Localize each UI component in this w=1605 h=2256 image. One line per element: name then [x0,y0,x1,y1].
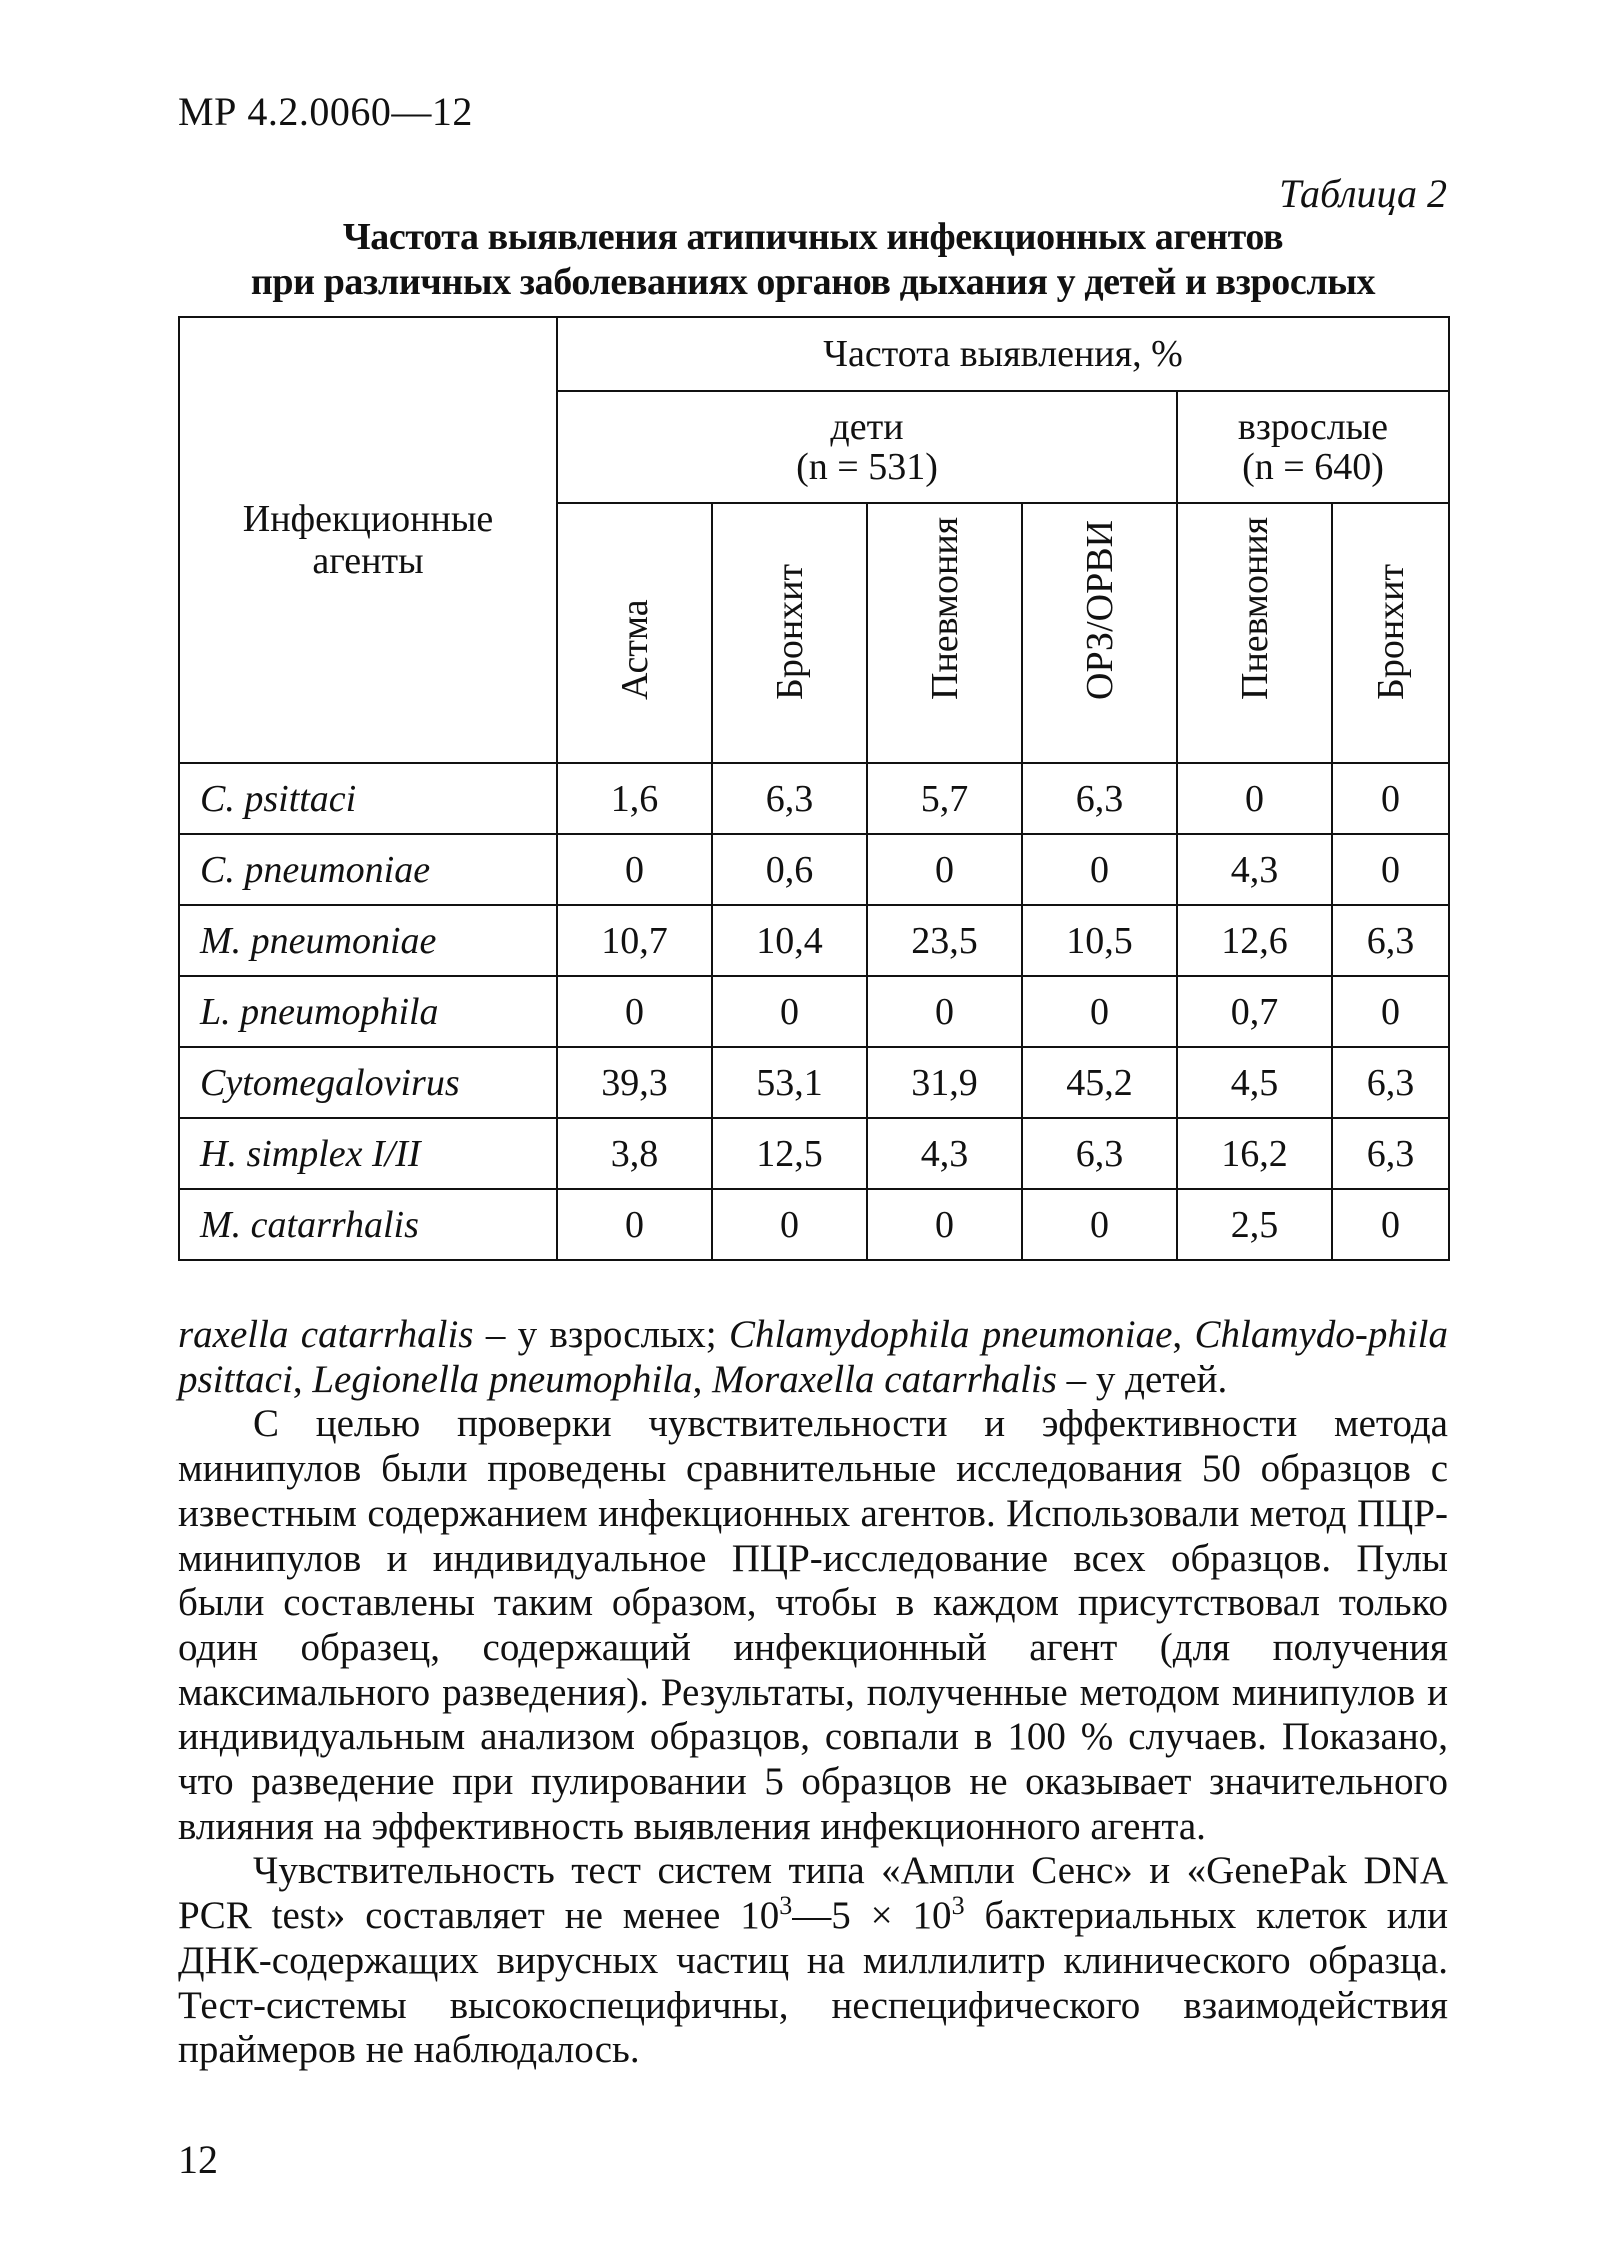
table-row [179,763,1449,834]
value-cell: 4,3 [1177,834,1332,905]
value-cell: 45,2 [1022,1047,1177,1118]
value-cell: 16,2 [1177,1118,1332,1189]
value-cell: 12,6 [1177,905,1332,976]
adults-n: (n = 640) [1242,446,1384,488]
value-cell: 3,8 [557,1118,712,1189]
column-header [1177,503,1332,763]
value-cell: 0 [557,976,712,1047]
children-label: дети [830,406,904,448]
value-cell: 6,3 [1022,763,1177,834]
species-name: Chlamydophila pneumoniae [728,1313,1173,1356]
value-cell: 2,5 [1177,1189,1332,1260]
value-cell: 0 [867,834,1022,905]
value-cell: 1,6 [557,763,712,834]
value-cell: 6,3 [712,763,867,834]
column-header-label: Пневмония [923,516,966,700]
value-cell: 0 [557,1189,712,1260]
value-cell: 0 [867,1189,1022,1260]
value-cell: 0 [712,976,867,1047]
column-header-label: Бронхит [768,563,811,700]
frequency-header: Частота выявления, % [557,317,1449,391]
table-title-line-2: при различных заболеваниях органов дыхания у детей и взрослых [250,261,1376,303]
species-name: raxella catarrhalis [178,1313,474,1356]
value-cell: 0 [1332,1189,1449,1260]
value-cell: 53,1 [712,1047,867,1118]
value-cell: 0 [712,1189,867,1260]
value-cell: 0 [557,834,712,905]
table-row [179,905,1449,976]
table-label: Таблица 2 [1279,171,1447,216]
value-cell: 6,3 [1022,1118,1177,1189]
text-run: , [692,1357,713,1401]
value-cell: 0 [1332,976,1449,1047]
agents-header-line-1: Инфекционные [242,498,494,540]
paragraph-minipool-method: С целью проверки чувствительности и эффективности метода минипулов были проведены сравнительные исследования 50 образцов с известным содержанием инфекционных агентов. Использовали метод ПЦР-минипулов и индивидуальное ПЦР-исследование всех образцов. Пулы были составлены таким образом, чтобы в каждом присутствовал только один образец, содержащий инфекционный агент (для получения максимального разведения). Результаты, полученные методом минипулов и индивидуальным анализом образцов, совпали в 100 % случаев. Показано, что разведение при пулировании 5 образцов не оказывает значительного влияния на эффективность выявления инфекционного агента. [178,1402,1448,1848]
table-row [179,1047,1449,1118]
superscript: 3 [951,1891,965,1921]
table-row [179,976,1449,1047]
value-cell: 5,7 [867,763,1022,834]
superscript: 3 [779,1891,793,1921]
value-cell: 10,5 [1022,905,1177,976]
value-cell: 12,5 [712,1118,867,1189]
value-cell: 4,5 [1177,1047,1332,1118]
text-run: —5 × 10 [792,1894,952,1938]
table-row [179,1189,1449,1260]
table-row [179,834,1449,905]
column-header [557,503,712,763]
table-title [178,215,1448,305]
text-run: бактериальных клеток или ДНК-содержащих вирусных частиц на миллилитр клинического образца. Тест-системы высокоспецифичны, неспецифического взаимодействия праймеров не наблюдалось. [178,1894,1449,2072]
text-run: – у детей. [1056,1357,1228,1401]
agent-cell: M. pneumoniae [179,905,557,976]
value-cell: 0 [1022,1189,1177,1260]
column-header [712,503,867,763]
value-cell: 31,9 [867,1047,1022,1118]
table-row [179,1118,1449,1189]
agent-cell: C. psittaci [179,763,557,834]
adults-label: взрослые [1237,406,1389,448]
column-header-label: Астма [613,599,656,700]
value-cell: 6,3 [1332,905,1449,976]
column-header [867,503,1022,763]
value-cell: 10,7 [557,905,712,976]
text-run: , [292,1357,313,1401]
value-cell: 6,3 [1332,1118,1449,1189]
column-header-label: ОРЗ/ОРВИ [1078,520,1121,700]
value-cell: 0,7 [1177,976,1332,1047]
value-cell: 0 [1177,763,1332,834]
table-title-line-1: Частота выявления атипичных инфекционных агентов [342,216,1284,258]
paragraph-sensitivity [178,1849,1448,2073]
value-cell: 23,5 [867,905,1022,976]
text-run: Чувствительность тест систем типа «Ампли Сенс» и «GenePak DNA PCR test» составляет не менее 10 [178,1849,1448,1938]
agent-cell: M. catarrhalis [179,1189,557,1260]
value-cell: 6,3 [1332,1047,1449,1118]
frequency-table [178,316,1450,1261]
value-cell: 39,3 [557,1047,712,1118]
agents-header [179,317,557,763]
agent-cell: L. pneumophila [179,976,557,1047]
species-name: Moraxella catarrhalis [712,1357,1057,1401]
column-header-label: Пневмония [1233,516,1276,700]
body-text [178,1313,1448,2073]
agent-cell: Cytomegalovirus [179,1047,557,1118]
agent-cell: C. pneumoniae [179,834,557,905]
text-run: , [1172,1313,1195,1356]
page-number: 12 [178,2137,218,2182]
children-group-header [557,391,1177,503]
value-cell: 10,4 [712,905,867,976]
column-header-label: Бронхит [1369,563,1412,700]
value-cell: 0 [1022,976,1177,1047]
paragraph-continuation [178,1313,1448,1402]
species-name: Legionella pneumophila [312,1357,693,1401]
agents-header-line-2: агенты [312,540,424,582]
value-cell: 0,6 [712,834,867,905]
species-name: Chlamydo-phila psittaci [178,1313,1448,1401]
adults-group-header [1177,391,1449,503]
agent-cell: H. simplex I/II [179,1118,557,1189]
value-cell: 4,3 [867,1118,1022,1189]
value-cell: 0 [867,976,1022,1047]
column-header [1332,503,1449,763]
value-cell: 0 [1332,763,1449,834]
column-header [1022,503,1177,763]
value-cell: 0 [1022,834,1177,905]
value-cell: 0 [1332,834,1449,905]
children-n: (n = 531) [796,446,938,488]
text-run: – у взрослых; [473,1313,729,1356]
document-id: МР 4.2.0060—12 [178,89,473,134]
